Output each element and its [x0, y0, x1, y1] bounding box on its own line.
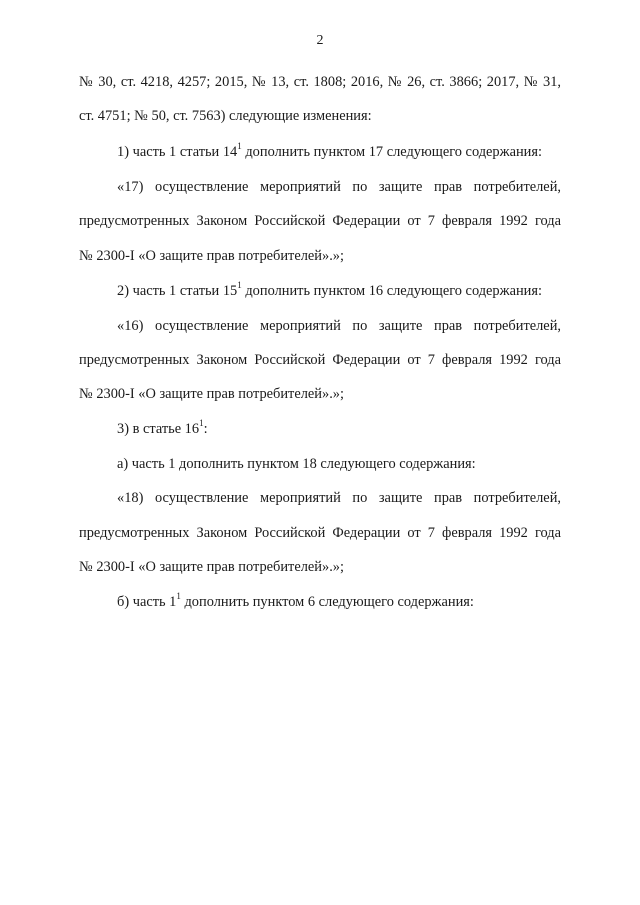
text-line: ст. 4751; № 50, ст. 7563) следующие изменения: [79, 108, 372, 124]
superscript: 1 [199, 418, 204, 429]
superscript: 1 [237, 280, 242, 291]
list-item [117, 143, 542, 161]
quote-line: № 2300-I «О защите прав потребителей».»; [79, 248, 344, 264]
list-item-text: : [203, 421, 208, 437]
list-item [117, 420, 208, 438]
quote-line: № 2300-I «О защите прав потребителей».»; [79, 386, 344, 402]
list-item-text: 2) часть 1 статьи 15 [117, 283, 238, 299]
list-item [117, 282, 542, 300]
list-item-text: 1) часть 1 статьи 14 [117, 144, 238, 160]
list-item-text: дополнить пунктом 6 следующего содержания: [180, 594, 474, 610]
list-item: а) часть 1 дополнить пунктом 18 следующего содержания: [117, 456, 476, 472]
list-item-text: б) часть 1 [117, 594, 177, 610]
list-item-text: 3) в статье 16 [117, 421, 200, 437]
quote-line: «17) осуществление мероприятий по защите прав потребителей, [117, 179, 561, 195]
superscript: 1 [237, 141, 242, 152]
quote-line: «18) осуществление мероприятий по защите прав потребителей, [117, 490, 561, 506]
text-line: № 30, ст. 4218, 4257; 2015, № 13, ст. 1808; 2016, № 26, ст. 3866; 2017, № 31, [79, 74, 561, 90]
quote-line: № 2300-I «О защите прав потребителей».»; [79, 559, 344, 575]
list-item [117, 593, 474, 611]
list-item-text: дополнить пунктом 16 следующего содержания: [241, 283, 542, 299]
quote-line: предусмотренных Законом Российской Федерации от 7 февраля 1992 года [79, 213, 561, 229]
page-number: 2 [316, 33, 324, 48]
superscript: 1 [176, 591, 181, 602]
quote-line: предусмотренных Законом Российской Федерации от 7 февраля 1992 года [79, 525, 561, 541]
quote-line: предусмотренных Законом Российской Федерации от 7 февраля 1992 года [79, 352, 561, 368]
quote-line: «16) осуществление мероприятий по защите прав потребителей, [117, 318, 561, 334]
list-item-text: дополнить пунктом 17 следующего содержания: [241, 144, 542, 160]
